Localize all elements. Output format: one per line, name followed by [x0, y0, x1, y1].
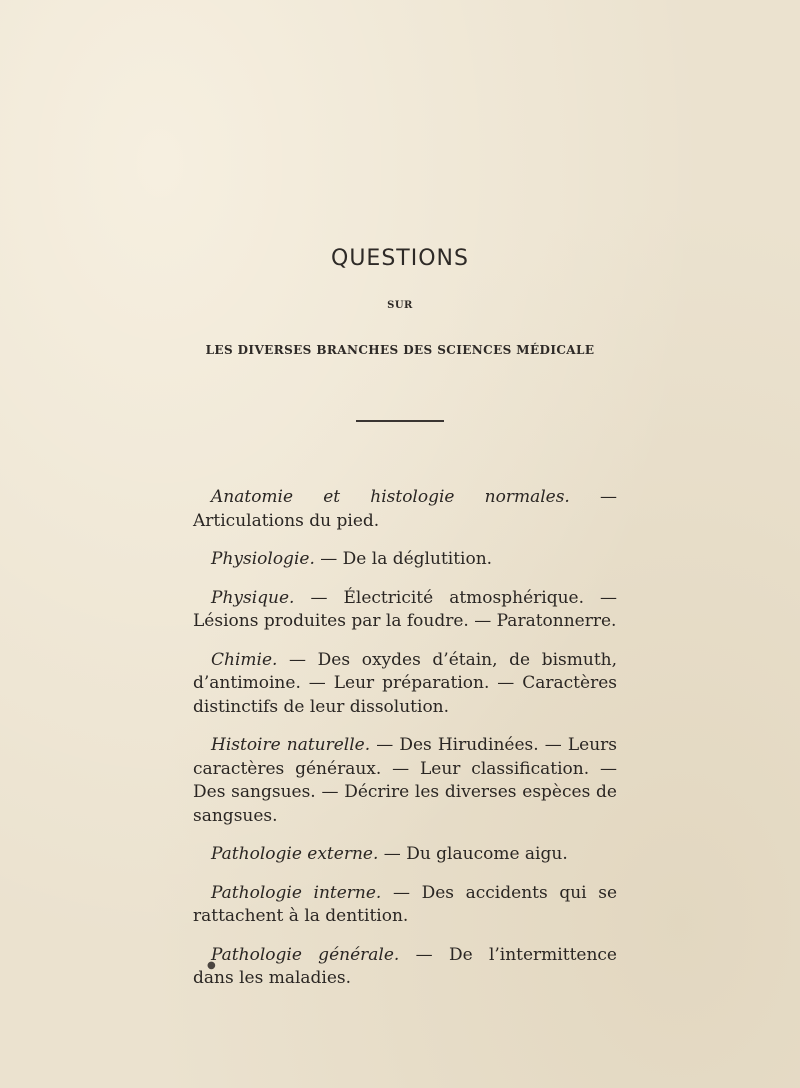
page-title: QUESTIONS: [331, 246, 469, 271]
question-text: Des accidents qui se rattachent à la dentition.: [193, 882, 617, 926]
question-text: Du glaucome aigu.: [406, 844, 568, 864]
question-subject: Chimie.: [211, 649, 278, 670]
question-text: Des Hirudinées. — Leurs caractères généraux. — Leur classification. — Des sangsues. — Décrire les diverses espèces de sangsues.: [193, 735, 617, 826]
question-physiologie: Physiologie. — De la déglutition.: [211, 549, 493, 569]
question-physique: Physique. — Électricité atmosphérique. — Lésions produites par la foudre. — Paratonnerre.: [193, 587, 618, 631]
question-text: De la déglutition.: [342, 549, 493, 569]
question-subject: Anatomie et histologie normales.: [211, 487, 570, 507]
question-subject: Pathologie générale.: [211, 944, 400, 965]
question-text: De l’intermittence dans les maladies.: [193, 944, 617, 988]
question-anatomie: Anatomie et histologie normales. — Articulations du pied.: [193, 487, 618, 531]
question-subject: Pathologie interne.: [211, 882, 382, 903]
section-divider: [356, 420, 444, 422]
title-connector: SUR: [387, 300, 413, 311]
question-pathologie-externe: Pathologie externe. — Du glaucome aigu.: [211, 844, 568, 864]
question-pathologie-interne: Pathologie interne. — Des accidents qui se rattachent à la dentition.: [193, 882, 617, 926]
page-subtitle: LES DIVERSES BRANCHES DES SCIENCES MÉDICALE: [205, 343, 595, 357]
question-subject: Physiologie.: [211, 549, 315, 569]
question-histoire-naturelle: Histoire naturelle. — Des Hirudinées. — Leurs caractères généraux. — Leur classification. — Des sangsues. — Décrire les diverses espèces de sangsues.: [193, 735, 617, 826]
question-subject: Pathologie externe.: [211, 844, 379, 864]
printer-mark-icon: ●: [207, 960, 216, 971]
question-text: Articulations du pied.: [193, 510, 380, 531]
question-subject: Histoire naturelle.: [211, 735, 371, 755]
question-pathologie-generale: Pathologie générale. — De l’intermittence dans les maladies.: [193, 944, 617, 988]
question-text: Électricité atmosphérique. — Lésions produites par la foudre. — Paratonnerre.: [193, 587, 618, 631]
question-chimie: Chimie. — Des oxydes d’étain, de bismuth, d’antimoine. — Leur préparation. — Caractères distinctifs de leur dissolution.: [193, 649, 618, 717]
question-subject: Physique.: [211, 587, 295, 608]
questions-list: [193, 486, 617, 1006]
question-text: Des oxydes d’étain, de bismuth, d’antimoine. — Leur préparation. — Caractères distinctifs de leur dissolution.: [193, 649, 618, 717]
